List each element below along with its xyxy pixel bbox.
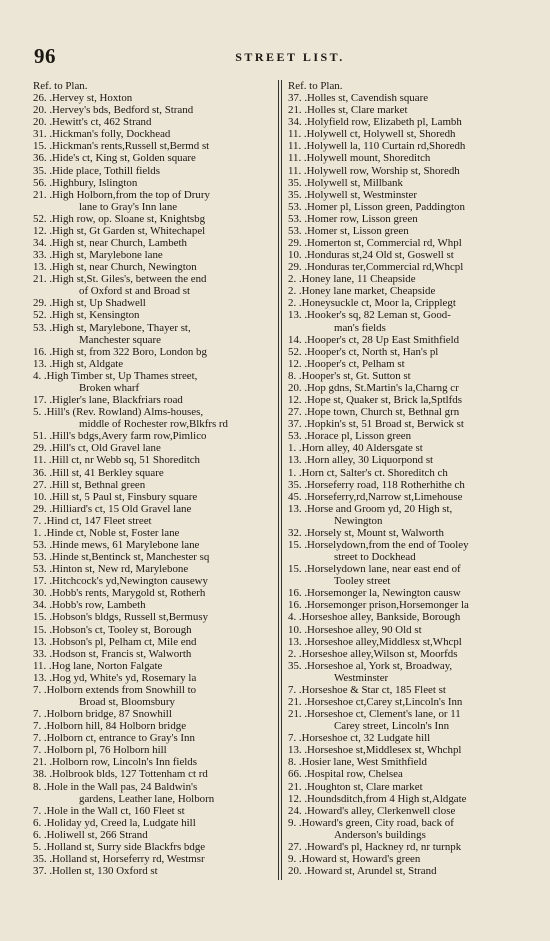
- street-entry-text: 30. .Hobb's rents, Marygold st, Rotherh: [33, 587, 206, 600]
- street-entry: [288, 225, 533, 237]
- street-entry-text: 36. .Hill st, 41 Berkley square: [33, 466, 164, 479]
- street-entry: [33, 491, 271, 503]
- street-entry-text: 11. .Holywell row, Worship st, Shoredh: [288, 164, 460, 177]
- street-entry: [288, 165, 533, 177]
- street-entry-text: 20. .Howard st, Arundel st, Strand: [288, 865, 437, 878]
- street-entry: [33, 165, 271, 177]
- street-entry-text: 27. .Howard's pl, Hackney rd, nr turnpk: [288, 840, 462, 853]
- street-entry: [288, 781, 533, 793]
- street-entry: [288, 92, 533, 104]
- street-entry: [33, 322, 271, 346]
- street-entry-text: 12. .High st, Gt Garden st, Whitechapel: [33, 224, 206, 237]
- street-entry: [33, 587, 271, 599]
- street-entry-text: 32. .Horsely st, Mount st, Walworth: [288, 526, 444, 539]
- street-entry-continuation: Broken wharf: [79, 381, 140, 394]
- street-entry-text: 35. .Holywell st, Millbank: [288, 176, 403, 189]
- street-entry-text: 29. .High st, Up Shadwell: [33, 297, 146, 310]
- street-entry: [33, 297, 271, 309]
- street-entry: [288, 527, 533, 539]
- street-entry-text: 52. .Hooper's ct, North st, Han's pl: [288, 345, 439, 358]
- street-entry: [288, 370, 533, 382]
- street-entry-text: 15. .Hickman's rents,Russell st,Bermd st: [33, 140, 210, 153]
- street-entry: [33, 768, 271, 780]
- street-entry: [33, 249, 271, 261]
- street-entry: [288, 285, 533, 297]
- street-entry-text: 53. .Hinde st,Bentinck st, Manchester sq: [33, 551, 210, 564]
- column-header: Ref. to Plan.: [33, 80, 88, 92]
- street-entry-text: 13. .Hooker's sq, 82 Leman st, Good-: [288, 309, 451, 322]
- street-entry: [33, 720, 271, 732]
- street-entry: [288, 358, 533, 370]
- street-entry-text: 10. .Hill st, 5 Paul st, Finsbury square: [33, 490, 198, 503]
- street-entry: [288, 189, 533, 201]
- street-entry-text: 13. .Hobson's pl, Pelham ct, Mile end: [33, 635, 197, 648]
- street-entry-text: 15. .Hobson's ct, Tooley st, Borough: [33, 623, 192, 636]
- street-entry-text: 11. .Holywell mount, Shoreditch: [288, 152, 431, 165]
- street-entry-text: 21. .High Holborn,from the top of Drury: [33, 188, 210, 201]
- street-entry-text: 7. .Holborn pl, 76 Holborn hill: [33, 744, 167, 757]
- street-entry: [288, 708, 533, 732]
- street-entry-text: 2. .Horseshoe alley,Wilson st, Moorfds: [288, 647, 458, 660]
- street-entry: [288, 587, 533, 599]
- street-entry: [33, 467, 271, 479]
- street-entry: [288, 805, 533, 817]
- street-entry-text: 53. .Hinton st, New rd, Marylebone: [33, 563, 189, 576]
- street-entry: [288, 152, 533, 164]
- street-entry: [288, 406, 533, 418]
- street-entry: [33, 672, 271, 684]
- street-entry-text: 45. .Horseferry,rd,Narrow st,Limehouse: [288, 490, 463, 503]
- street-entry: [33, 515, 271, 527]
- street-entry: [288, 213, 533, 225]
- street-entry: [33, 454, 271, 466]
- street-entry-text: 52. .High st, Kensington: [33, 309, 140, 322]
- street-entry: [33, 539, 271, 551]
- street-entry-text: 7. .Horseshoe ct, 32 Ludgate hill: [288, 732, 431, 745]
- street-entry: [288, 865, 533, 877]
- street-entry-text: 4. .High Timber st, Up Thames street,: [33, 369, 198, 382]
- street-entry-text: 15. .Horselydown,from the end of Tooley: [288, 538, 469, 551]
- street-entry-text: 35. .Holywell st, Westminster: [288, 188, 417, 201]
- street-entry: [288, 479, 533, 491]
- street-entry-text: 26. .Hervey st, Hoxton: [33, 92, 133, 105]
- street-entry: [33, 152, 271, 164]
- street-entry-text: 20. .Hop gdns, St.Martin's la,Charng cr: [288, 381, 459, 394]
- street-entry: [33, 781, 271, 805]
- street-entry: [288, 853, 533, 865]
- street-entry-text: 29. .Honduras ter,Commercial rd,Whcpl: [288, 261, 464, 274]
- street-entry: [288, 841, 533, 853]
- street-entry-text: 5. .Holland st, Surry side Blackfrs bdge: [33, 840, 206, 853]
- street-entry-text: 10. .Honduras st,24 Old st, Goswell st: [288, 249, 454, 262]
- street-entry-text: 6. .Holiwell st, 266 Strand: [33, 828, 148, 841]
- street-entry-text: 29. .Hill's ct, Old Gravel lane: [33, 442, 161, 455]
- street-entry: [288, 346, 533, 358]
- street-entry-text: 21. .Horseshoe ct,Carey st,Lincoln's Inn: [288, 695, 463, 708]
- street-entry-text: 21. .High st,St. Giles's, between the end: [33, 273, 207, 286]
- street-entry-text: 12. .Hooper's ct, Pelham st: [288, 357, 405, 370]
- street-entry-text: 51. .Hill's bdgs,Avery farm row,Pimlico: [33, 430, 207, 443]
- street-entry-text: 66. .Hospital row, Chelsea: [288, 768, 403, 781]
- street-entry-text: 8. .Hooper's st, Gt. Sutton st: [288, 369, 411, 382]
- street-entry-text: 7. .Holborn bridge, 87 Snowhill: [33, 708, 172, 721]
- street-entry-text: 13. .High st, near Church, Newington: [33, 261, 197, 274]
- street-entry-text: 35. .Horseferry road, 118 Rotherhithe ch: [288, 478, 465, 491]
- street-entry: [33, 479, 271, 491]
- street-entry: [288, 660, 533, 684]
- street-entry: [33, 503, 271, 515]
- street-entry: [33, 358, 271, 370]
- street-entry-continuation: Newington: [334, 514, 383, 527]
- street-entry-continuation: Carey street, Lincoln's Inn: [334, 720, 450, 733]
- street-entry: [288, 636, 533, 648]
- street-entry: [33, 346, 271, 358]
- street-entry: [33, 213, 271, 225]
- street-entry-text: 15. .Hobson's bldgs, Russell st,Bermusy: [33, 611, 209, 624]
- street-entry-text: 21. .Horseshoe ct, Clement's lane, or 11: [288, 708, 461, 721]
- street-entry: [33, 756, 271, 768]
- street-entry: [288, 454, 533, 466]
- street-entry-text: 10. .Horseshoe alley, 90 Old st: [288, 623, 422, 636]
- street-entry-text: 37. .Holles st, Cavendish square: [288, 92, 429, 105]
- street-entry-text: 33. .Hodson st, Francis st, Walworth: [33, 647, 192, 660]
- street-entry: [33, 563, 271, 575]
- street-entry-text: 16. .Horsemonger la, Newington causw: [288, 587, 461, 600]
- street-entry: [33, 575, 271, 587]
- street-entry: [33, 805, 271, 817]
- street-entry: [288, 793, 533, 805]
- street-entry: [288, 732, 533, 744]
- street-entry-text: 29. .Homerton st, Commercial rd, Whpl: [288, 237, 462, 250]
- street-entry-text: 13. .High st, Aldgate: [33, 357, 124, 370]
- street-entry: [33, 116, 271, 128]
- column-divider: [281, 80, 282, 880]
- street-entry-text: 12. .Hope st, Quaker st, Brick la,Sptlfds: [288, 394, 462, 407]
- street-entry-text: 7. .Horseshoe & Star ct, 185 Fleet st: [288, 683, 446, 696]
- street-entry-continuation: gardens, Leather lane, Holborn: [79, 792, 215, 805]
- running-title: STREET LIST.: [235, 50, 345, 64]
- street-entry-text: 8. .Hosier lane, West Smithfield: [288, 756, 427, 769]
- street-entry-text: 11. .Hill ct, nr Webb sq, 51 Shoreditch: [33, 454, 201, 467]
- column-divider: [278, 80, 279, 880]
- street-entry-text: 11. .Holywell la, 110 Curtain rd,Shoredh: [288, 140, 466, 153]
- street-entry: [288, 297, 533, 309]
- street-entry-text: 2. .Honey lane, 11 Cheapside: [288, 273, 416, 286]
- street-entry-continuation: of Oxford st and Broad st: [79, 285, 191, 298]
- street-entry-text: 38. .Holbrook blds, 127 Tottenham ct rd: [33, 768, 208, 781]
- street-entry: [288, 104, 533, 116]
- street-entry-text: 13. .Horseshoe st,Middlesex st, Whchpl: [288, 744, 462, 757]
- street-entry-text: 11. .Holywell ct, Holywell st, Shoredh: [288, 128, 456, 141]
- street-entry-text: 15. .Horselydown lane, near east end of: [288, 563, 461, 576]
- street-entry-text: 21. .Houghton st, Clare market: [288, 780, 423, 793]
- street-entry-text: 2. .Honeysuckle ct, Moor la, Cripplegt: [288, 297, 456, 310]
- street-entry: [33, 853, 271, 865]
- street-entry: [288, 744, 533, 756]
- street-entry: [33, 551, 271, 563]
- street-entry-text: 52. .High row, op. Sloane st, Knightsbg: [33, 212, 206, 225]
- street-entry-text: 29. .Hilliard's ct, 15 Old Gravel lane: [33, 502, 192, 515]
- street-entry: [33, 273, 271, 297]
- street-entry-text: 4. .Horseshoe alley, Bankside, Borough: [288, 611, 461, 624]
- street-entry: [288, 394, 533, 406]
- street-entry: [288, 334, 533, 346]
- street-entry: [288, 261, 533, 273]
- street-entry: [288, 611, 533, 623]
- page-number: 96: [34, 44, 56, 68]
- street-entry-text: 13. .Horse and Groom yd, 20 High st,: [288, 502, 453, 515]
- street-entry: [288, 309, 533, 333]
- right-column: [288, 80, 533, 877]
- street-entry: [288, 503, 533, 527]
- street-entry-continuation: Tooley street: [334, 575, 391, 588]
- street-entry-continuation: Broad st, Bloomsbury: [79, 695, 175, 708]
- street-entry-text: 31. .Hickman's folly, Dockhead: [33, 128, 171, 141]
- street-entry-continuation: street to Dockhead: [334, 551, 416, 564]
- street-entry: [288, 418, 533, 430]
- street-entry-text: 53. .High st, Marylebone, Thayer st,: [33, 321, 191, 334]
- street-entry: [288, 648, 533, 660]
- street-entry: [33, 527, 271, 539]
- street-entry-continuation: man's fields: [334, 321, 386, 334]
- street-entry-text: 7. .Hind ct, 147 Fleet street: [33, 514, 152, 527]
- street-entry: [288, 442, 533, 454]
- street-entry-text: 35. .Holland st, Horseferry rd, Westmsr: [33, 853, 205, 865]
- street-entry: [288, 563, 533, 587]
- street-entry-text: 24. .Howard's alley, Clerkenwell close: [288, 804, 456, 817]
- street-entry-text: 14. .Hooper's ct, 28 Up East Smithfield: [288, 333, 460, 346]
- street-entry-text: 5. .Hill's (Rev. Rowland) Alms-houses,: [33, 406, 204, 419]
- street-entry: [288, 696, 533, 708]
- street-entry-text: 9. .Howard's green, City road, back of: [288, 816, 454, 829]
- street-entry: [288, 273, 533, 285]
- street-entry-text: 20. .Hewitt's ct, 462 Strand: [33, 116, 152, 129]
- street-entry: [33, 394, 271, 406]
- street-entry: [33, 599, 271, 611]
- street-entry-text: 12. .Houndsditch,from 4 High st,Aldgate: [288, 792, 467, 805]
- street-entry-text: 2. .Honey lane market, Cheapside: [288, 285, 436, 298]
- street-entry: [33, 92, 271, 104]
- street-entry-text: 6. .Holiday yd, Creed la, Ludgate hill: [33, 816, 196, 829]
- street-entry: [33, 611, 271, 623]
- street-entry: [33, 442, 271, 454]
- street-entry-text: 7. .Holborn extends from Snowhill to: [33, 683, 197, 696]
- street-entry: [288, 539, 533, 563]
- street-entry: [33, 708, 271, 720]
- street-entry: [288, 116, 533, 128]
- street-entry-text: 20. .Hervey's bds, Bedford st, Strand: [33, 104, 194, 117]
- street-entry: [33, 648, 271, 660]
- street-entry: [288, 201, 533, 213]
- street-entry: [288, 684, 533, 696]
- street-entry-continuation: Westminster: [334, 671, 389, 684]
- street-entry: [288, 177, 533, 189]
- street-entry-text: 33. .High st, Marylebone lane: [33, 249, 163, 262]
- street-entry: [33, 829, 271, 841]
- street-entry: [33, 684, 271, 708]
- street-entry: [288, 467, 533, 479]
- street-entry-text: 53. .Homer pl, Lisson green, Paddington: [288, 200, 465, 213]
- street-entry-text: 53. .Homer row, Lisson green: [288, 212, 418, 225]
- street-entry-text: 53. .Horace pl, Lisson green: [288, 430, 412, 443]
- street-entry: [33, 261, 271, 273]
- street-entry: [33, 865, 271, 877]
- street-entry: [288, 128, 533, 140]
- street-entry-text: 11. .Hog lane, Norton Falgate: [33, 659, 163, 672]
- street-entry-continuation: Manchester square: [79, 333, 161, 346]
- street-entry: [33, 177, 271, 189]
- street-entry: [33, 636, 271, 648]
- street-entry: [288, 817, 533, 841]
- street-entry-text: 56. .Highbury, Islington: [33, 176, 138, 189]
- street-entry: [288, 249, 533, 261]
- street-entry-text: 1. .Hinde ct, Noble st, Foster lane: [33, 526, 180, 539]
- street-entry: [288, 382, 533, 394]
- street-entry: [288, 599, 533, 611]
- left-column: [33, 80, 271, 877]
- street-entry-text: 8. .Hole in the Wall pas, 24 Baldwin's: [33, 780, 198, 793]
- street-entry-text: 16. .High st, from 322 Boro, London bg: [33, 345, 207, 358]
- street-entry: [33, 430, 271, 442]
- street-entry: [33, 140, 271, 152]
- street-entry-text: 37. .Hopkin's st, 51 Broad st, Berwick st: [288, 418, 464, 431]
- street-entry: [33, 370, 271, 394]
- street-entry-continuation: lane to Gray's Inn lane: [79, 200, 178, 213]
- street-entry-text: 53. .Homer st, Lisson green: [288, 224, 409, 237]
- street-entry-text: 1. .Horn alley, 40 Aldersgate st: [288, 442, 423, 455]
- street-entry-text: 16. .Horsemonger prison,Horsemonger la: [288, 599, 469, 612]
- street-entry: [288, 237, 533, 249]
- street-entry-text: 7. .Holborn ct, entrance to Gray's Inn: [33, 732, 195, 745]
- street-entry: [288, 491, 533, 503]
- street-entry-text: 36. .Hide's ct, King st, Golden square: [33, 152, 196, 165]
- street-entry-text: 34. .Hobb's row, Lambeth: [33, 599, 146, 612]
- street-entry: [33, 817, 271, 829]
- street-entry-continuation: Anderson's buildings: [334, 828, 426, 841]
- street-entry: [33, 624, 271, 636]
- street-entry: [288, 768, 533, 780]
- street-entry: [33, 128, 271, 140]
- street-entry: [288, 756, 533, 768]
- street-entry-text: 34. .High st, near Church, Lambeth: [33, 237, 187, 250]
- street-entry-text: 7. .Hole in the Wall ct, 160 Fleet st: [33, 804, 185, 817]
- street-entry-text: 27. .Hope town, Church st, Bethnal grn: [288, 406, 460, 419]
- street-entry-text: 37. .Hollen st, 130 Oxford st: [33, 865, 158, 878]
- street-entry-text: 21. .Holles st, Clare market: [288, 104, 408, 117]
- street-entry: [33, 841, 271, 853]
- street-entry-text: 13. .Horseshoe alley,Middlesx st,Whcpl: [288, 635, 462, 648]
- street-entry: [33, 104, 271, 116]
- street-entry: [33, 237, 271, 249]
- street-entry-text: 13. .Horn alley, 30 Liquorpond st: [288, 454, 434, 467]
- street-entry: [288, 430, 533, 442]
- street-entry-text: 34. .Holyfield row, Elizabeth pl, Lambh: [288, 116, 462, 129]
- street-entry-text: 17. .Hitchcock's yd,Newington causewy: [33, 575, 208, 588]
- street-entry: [33, 225, 271, 237]
- street-entry-text: 9. .Howard st, Howard's green: [288, 853, 421, 865]
- street-entry-text: 35. .Hide place, Tothill fields: [33, 164, 160, 177]
- street-entry: [288, 140, 533, 152]
- street-entry-text: 13. .Hog yd, White's yd, Rosemary la: [33, 671, 197, 684]
- street-entry-text: 17. .Higler's lane, Blackfriars road: [33, 394, 183, 407]
- street-entry: [288, 624, 533, 636]
- street-entry-text: 21. .Holborn row, Lincoln's Inn fields: [33, 756, 197, 769]
- street-entry: [33, 406, 271, 430]
- column-header: Ref. to Plan.: [288, 80, 343, 92]
- street-entry-text: 7. .Holborn hill, 84 Holborn bridge: [33, 720, 187, 733]
- street-entry-continuation: middle of Rochester row,Blkfrs rd: [79, 418, 229, 431]
- street-entry-text: 1. .Horn ct, Salter's ct. Shoreditch ch: [288, 466, 448, 479]
- street-entry-text: 35. .Horseshoe al, York st, Broadway,: [288, 659, 453, 672]
- street-entry-text: 53. .Hinde mews, 61 Marylebone lane: [33, 538, 200, 551]
- street-entry: [33, 660, 271, 672]
- street-entry: [33, 309, 271, 321]
- street-entry-text: 27. .Hill st, Bethnal green: [33, 478, 146, 491]
- street-entry: [33, 744, 271, 756]
- street-entry: [33, 189, 271, 213]
- street-entry: [33, 732, 271, 744]
